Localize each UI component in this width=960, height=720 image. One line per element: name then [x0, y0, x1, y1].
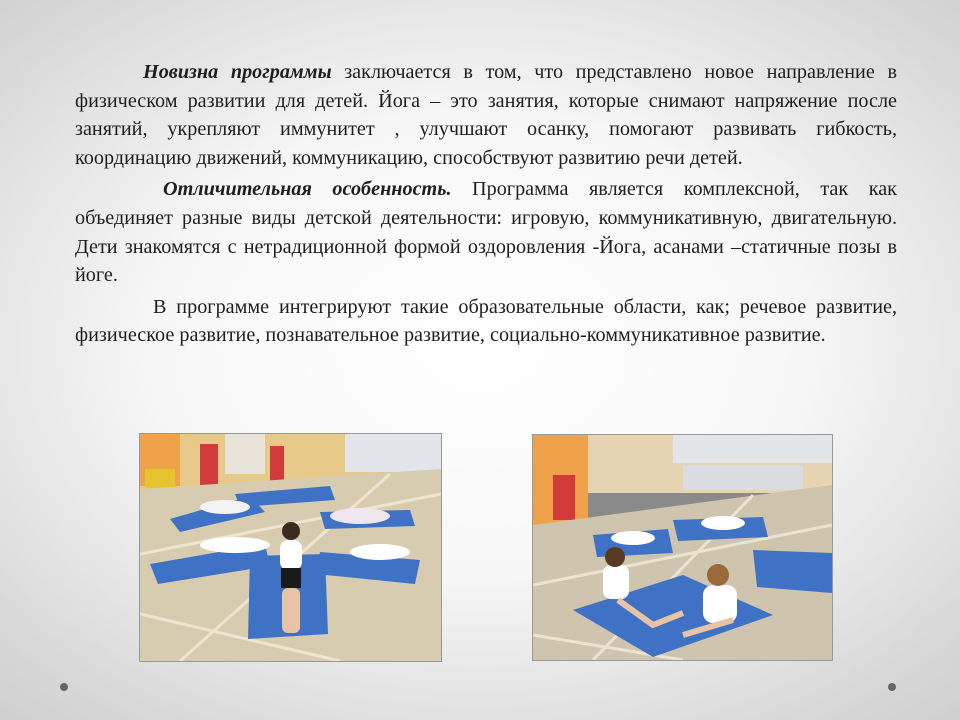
bullet-dot-icon — [888, 683, 896, 691]
paragraph-integration — [75, 293, 897, 350]
photo-children-lying-on-mats — [139, 433, 442, 662]
bullet-dot-icon — [60, 683, 68, 691]
paragraph-distinctive — [75, 175, 897, 289]
novelty-heading: Новизна программы — [143, 61, 332, 83]
integration-text: В программе интегрируют такие образовательные области, как; речевое развитие, физическое развитие, познавательное развитие, социально-коммуникативное развитие. — [75, 295, 897, 347]
paragraph-novelty — [75, 58, 897, 172]
slide-text — [75, 58, 897, 350]
distinctive-heading: Отличительная особенность. — [163, 178, 452, 201]
photo-children-stretching-in-pairs — [532, 434, 833, 661]
novelty-text: заключается в том, что представлено новое направление в физическом развитии для детей. Йога – это занятия, которые снимают напряжение после занятий, укрепляют иммунитет , улучшают осанку, помогают развивать гибкость, координацию движений, коммуникацию, способствуют развитию речи детей. — [75, 61, 897, 169]
distinctive-text: Программа является комплексной, так как объединяет разные виды детской деятельности: игровую, коммуникативную, двигательную. Дети знакомятся с нетрадиционной формой оздоровления -Йога, асанами –статичные позы в йоге. — [75, 178, 897, 287]
